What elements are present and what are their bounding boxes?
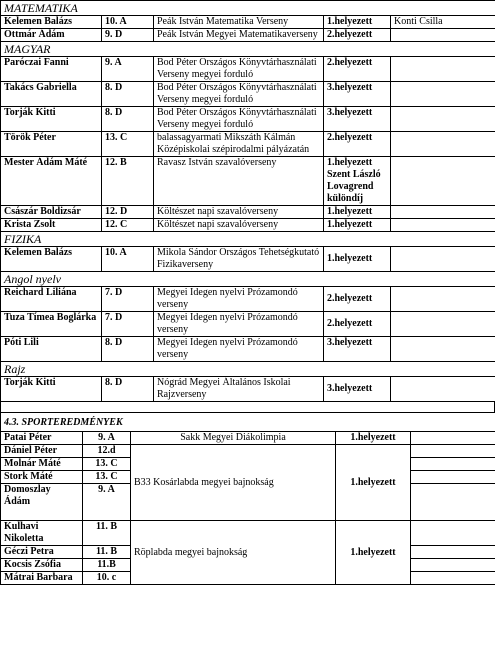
- student-class: 7. D: [102, 287, 154, 312]
- student-name: Torják Kitti: [1, 377, 102, 402]
- section-header-matematika: MATEMATIKA: [1, 1, 495, 16]
- table-row: [1, 337, 495, 362]
- student-name: Torják Kitti: [1, 107, 102, 132]
- student-name: Póti Lili: [1, 337, 102, 362]
- student-name: Domoszlay Ádám: [1, 484, 83, 521]
- result: 1.helyezett Szent László Lovagrend különdíj: [324, 157, 391, 206]
- competition: Mikola Sándor Országos Tehetségkutató Fizikaverseny: [154, 247, 324, 272]
- competition: Sakk Megyei Diákolimpia: [131, 432, 336, 445]
- student-name: Géczi Petra: [1, 546, 83, 559]
- result: 1.helyezett: [324, 247, 391, 272]
- result: 2.helyezett: [324, 57, 391, 82]
- spacer: [0, 402, 495, 412]
- table-row: [1, 57, 495, 82]
- competition: Költészet napi szavalóverseny: [154, 206, 324, 219]
- student-name: Kocsis Zsófia: [1, 559, 83, 572]
- student-class: 10. c: [83, 572, 131, 585]
- student-class: 9. A: [83, 432, 131, 445]
- student-class: 12.d: [83, 445, 131, 458]
- student-class: 13. C: [83, 458, 131, 471]
- student-class: 9. D: [102, 29, 154, 42]
- student-class: 11. B: [83, 521, 131, 546]
- result: 3.helyezett: [324, 107, 391, 132]
- result: 3.helyezett: [324, 82, 391, 107]
- table-row: [1, 219, 495, 232]
- student-class: 8. D: [102, 377, 154, 402]
- student-name: Tuza Tímea Boglárka: [1, 312, 102, 337]
- table-row: [1, 157, 495, 206]
- teacher: [391, 29, 495, 42]
- student-name: Mátrai Barbara: [1, 572, 83, 585]
- table-row: [1, 312, 495, 337]
- result: 1.helyezett: [336, 521, 411, 585]
- competition: Megyei Idegen nyelvi Prózamondó verseny: [154, 312, 324, 337]
- section-header-magyar: MAGYAR: [1, 42, 495, 57]
- student-class: 10. A: [102, 247, 154, 272]
- competition: Bod Péter Országos Könyvtárhasználati Verseny megyei forduló: [154, 82, 324, 107]
- table-row: [1, 445, 495, 458]
- result: 2.helyezett: [324, 29, 391, 42]
- student-class: 12. D: [102, 206, 154, 219]
- student-class: 12. C: [102, 219, 154, 232]
- section-header-rajz: Rajz: [1, 362, 495, 377]
- competition: Megyei Idegen nyelvi Prózamondó verseny: [154, 337, 324, 362]
- table-row: [1, 287, 495, 312]
- student-name: Molnár Máté: [1, 458, 83, 471]
- result: 1.helyezett: [324, 16, 391, 29]
- student-name: Ottmár Ádám: [1, 29, 102, 42]
- student-name: Kulhavi Nikoletta: [1, 521, 83, 546]
- student-class: 8. D: [102, 337, 154, 362]
- sport-title: 4.3. SPORTEREDMÉNYEK: [1, 413, 495, 432]
- table-row: [1, 107, 495, 132]
- student-name: Mester Ádám Máté: [1, 157, 102, 206]
- table-row: [1, 377, 495, 402]
- student-class: 9. A: [83, 484, 131, 521]
- competition: Megyei Idegen nyelvi Prózamondó verseny: [154, 287, 324, 312]
- student-name: Paróczai Fanni: [1, 57, 102, 82]
- student-class: 8. D: [102, 82, 154, 107]
- student-name: Török Péter: [1, 132, 102, 157]
- student-name: Császár Boldizsár: [1, 206, 102, 219]
- table-row: [1, 247, 495, 272]
- result: 2.helyezett: [324, 287, 391, 312]
- student-name: Dániel Péter: [1, 445, 83, 458]
- result: 3.helyezett: [324, 377, 391, 402]
- student-name: Reichard Liliána: [1, 287, 102, 312]
- result: 1.helyezett: [324, 206, 391, 219]
- student-class: 13. C: [83, 471, 131, 484]
- result: 2.helyezett: [324, 312, 391, 337]
- competition: Peák István Megyei Matematikaverseny: [154, 29, 324, 42]
- student-name: Kelemen Balázs: [1, 247, 102, 272]
- table-row: [1, 29, 495, 42]
- section-header-angol: Angol nyelv: [1, 272, 495, 287]
- student-name: Stork Máté: [1, 471, 83, 484]
- competition: Röplabda megyei bajnokság: [131, 521, 336, 585]
- competition: Peák István Matematika Verseny: [154, 16, 324, 29]
- teacher: Konti Csilla: [391, 16, 495, 29]
- table-row: [1, 206, 495, 219]
- competition: balassagyarmati Mikszáth Kálmán Középiskolai szépirodalmi pályázatán: [154, 132, 324, 157]
- competition: Ravasz István szavalóverseny: [154, 157, 324, 206]
- student-class: 11. B: [83, 546, 131, 559]
- table-row: [1, 16, 495, 29]
- student-class: 8. D: [102, 107, 154, 132]
- table-row: [1, 521, 495, 546]
- student-class: 9. A: [102, 57, 154, 82]
- student-name: Kelemen Balázs: [1, 16, 102, 29]
- student-name: Krista Zsolt: [1, 219, 102, 232]
- result: 1.helyezett: [324, 219, 391, 232]
- competition: Nógrád Megyei Általános Iskolai Rajzverseny: [154, 377, 324, 402]
- student-class: 7. D: [102, 312, 154, 337]
- result: 3.helyezett: [324, 337, 391, 362]
- result: 2.helyezett: [324, 132, 391, 157]
- competition: B33 Kosárlabda megyei bajnokság: [131, 445, 336, 521]
- competition: Költészet napi szavalóverseny: [154, 219, 324, 232]
- table-row: [1, 432, 495, 445]
- student-class: 13. C: [102, 132, 154, 157]
- competition: Bod Péter Országos Könyvtárhasználati Verseny megyei forduló: [154, 57, 324, 82]
- sport-results-table: [0, 412, 495, 585]
- student-class: 10. A: [102, 16, 154, 29]
- sport-section-header: [1, 413, 495, 432]
- competition: Bod Péter Országos Könyvtárhasználati Verseny megyei forduló: [154, 107, 324, 132]
- student-name: Patai Péter: [1, 432, 83, 445]
- table-row: [1, 132, 495, 157]
- student-name: Takács Gabriella: [1, 82, 102, 107]
- student-class: 12. B: [102, 157, 154, 206]
- result: 1.helyezett: [336, 432, 411, 445]
- student-class: 11.B: [83, 559, 131, 572]
- table-row: [1, 82, 495, 107]
- section-header-fizika: FIZIKA: [1, 232, 495, 247]
- result: 1.helyezett: [336, 445, 411, 521]
